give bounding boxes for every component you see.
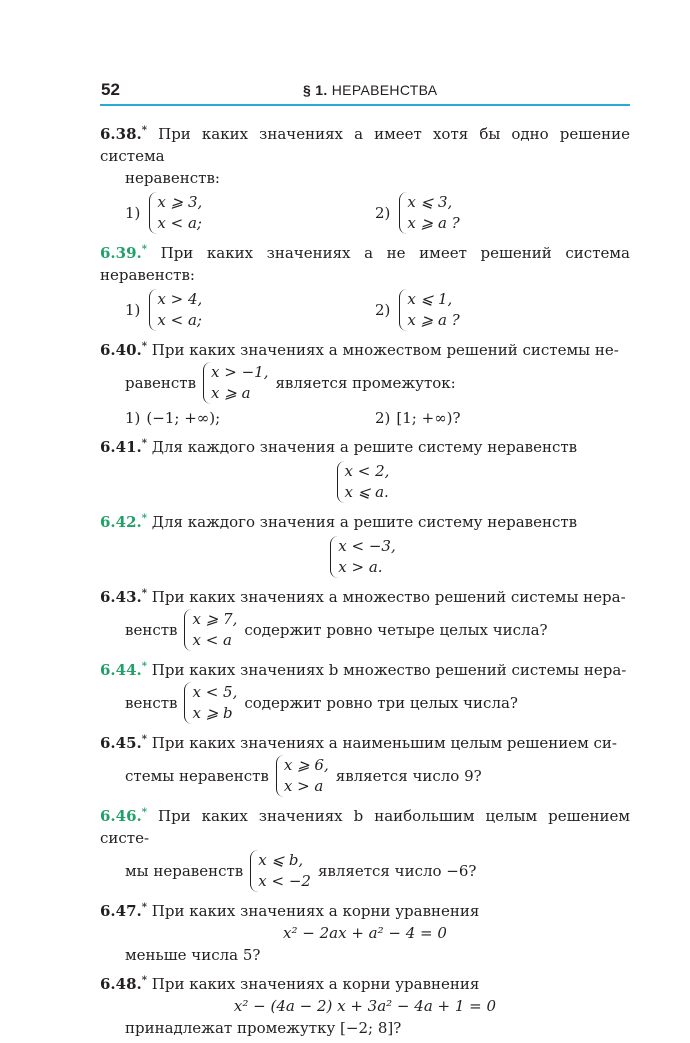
problem-6-39 [100, 239, 630, 332]
problem-text: При каких значениях b наибольшим целым решением систе- [100, 807, 630, 847]
inequality-system: x ⩾ 7, x < a [184, 609, 241, 651]
inequality-system: x < 5, x ⩾ b [184, 682, 241, 724]
problem-text: содержит ровно три целых числа? [244, 694, 518, 712]
problem-text: мы неравенств [125, 862, 244, 880]
problem-text: При каких значениях a множеством решений системы не- [151, 341, 619, 359]
problem-text: является число 9? [335, 767, 482, 785]
problem-number: 6.45.* [100, 734, 147, 752]
problem-text: При каких значениях a не имеет решений система неравенств: [100, 244, 630, 284]
problem-text: является промежуток: [275, 374, 456, 392]
problem-text: является число −6? [317, 862, 477, 880]
problem-text: неравенств: [125, 169, 220, 187]
equation: x² − (4a − 2) x + 3a² − 4a + 1 = 0 [233, 997, 497, 1015]
problem-text: венств [125, 621, 178, 639]
problem-text: При каких значениях a корни уравнения [151, 975, 480, 993]
header-rule [100, 104, 630, 106]
problem-6-45 [100, 729, 630, 798]
problem-number: 6.46.* [100, 807, 147, 825]
part-2: 2) x ⩽ 1, x ⩾ a ? [375, 288, 625, 332]
problem-text: Для каждого значения a решите систему неравенств [151, 438, 578, 456]
running-header [303, 82, 437, 98]
inequality-system: x < 2, x ⩽ a. [337, 461, 394, 503]
inequality-system: x > 4, x < a; [149, 289, 206, 331]
problem-number: 6.44.* [100, 661, 147, 679]
problem-number: 6.41.* [100, 438, 147, 456]
problem-number: 6.47.* [100, 902, 147, 920]
problem-text: содержит ровно четыре целых числа? [244, 621, 548, 639]
problem-6-48 [100, 970, 630, 1039]
problem-number: 6.38.* [100, 125, 147, 143]
problem-number: 6.48.* [100, 975, 147, 993]
inequality-system: x < −3, x > a. [330, 536, 399, 578]
problem-number: 6.40.* [100, 341, 147, 359]
page-content [100, 120, 630, 1043]
section-title: НЕРАВЕНСТВА [331, 82, 438, 98]
equation: x² − 2ax + a² − 4 = 0 [283, 924, 447, 942]
part-1: 1) (−1; +∞); [125, 409, 221, 427]
problem-text: меньше числа 5? [125, 946, 261, 964]
problem-text: стемы неравенств [125, 767, 269, 785]
part-1: 1) x ⩾ 3, x < a; [125, 191, 375, 235]
inequality-system: x > −1, x ⩾ a [203, 362, 272, 404]
problem-6-43 [100, 583, 630, 652]
part-1: 1) x > 4, x < a; [125, 288, 375, 332]
problem-text: принадлежат промежутку [−2; 8]? [125, 1019, 402, 1037]
problem-number: 6.39.* [100, 244, 147, 262]
part-2: 2) [1; +∞)? [375, 409, 461, 427]
problem-6-40 [100, 336, 630, 429]
problem-text: При каких значениях b множество решений системы нера- [151, 661, 627, 679]
inequality-system: x ⩽ 1, x ⩾ a ? [399, 289, 463, 331]
part-2: 2) x ⩽ 3, x ⩾ a ? [375, 191, 625, 235]
problem-text: венств [125, 694, 178, 712]
inequality-system: x ⩽ 3, x ⩾ a ? [399, 192, 463, 234]
problem-number: 6.42.* [100, 513, 147, 531]
page-number: 52 [101, 80, 120, 99]
problem-6-42 [100, 508, 630, 579]
problem-text: При каких значениях a наименьшим целым решением си- [151, 734, 617, 752]
problem-6-47 [100, 897, 630, 966]
inequality-system: x ⩾ 6, x > a [276, 755, 333, 797]
problem-text: При каких значениях a имеет хотя бы одно решение система [100, 125, 630, 165]
problem-text: При каких значениях a множество решений системы нера- [151, 588, 626, 606]
section-mark: § 1. [303, 82, 328, 98]
inequality-system: x ⩽ b, x < −2 [250, 850, 315, 892]
problem-6-38 [100, 120, 630, 235]
problem-6-44 [100, 656, 630, 725]
problem-text: При каких значениях a корни уравнения [151, 902, 480, 920]
problem-number: 6.43.* [100, 588, 147, 606]
problem-6-46 [100, 802, 630, 893]
problem-text: Для каждого значения a решите систему неравенств [151, 513, 578, 531]
inequality-system: x ⩾ 3, x < a; [149, 192, 206, 234]
problem-text: равенств [125, 374, 197, 392]
problem-6-41 [100, 433, 630, 504]
